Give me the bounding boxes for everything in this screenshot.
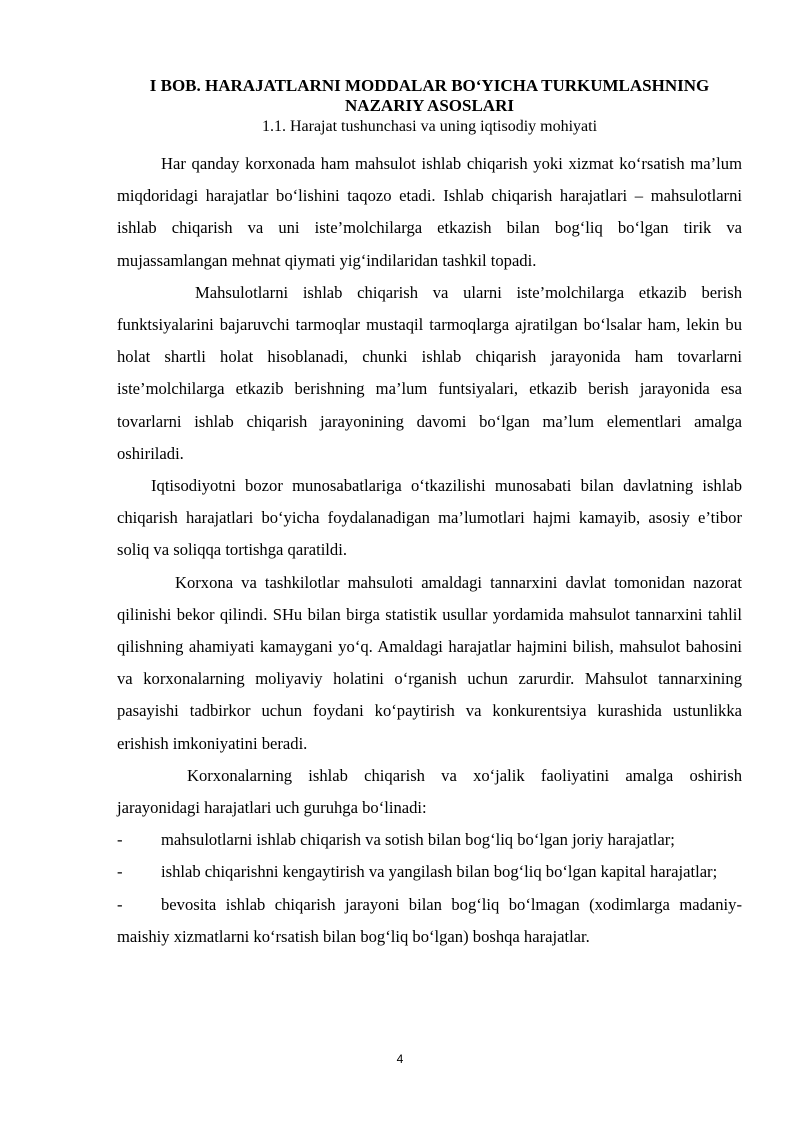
document-page: [117, 76, 742, 953]
section-title: 1.1. Harajat tushunchasi va uning iqtisodiy mohiyati: [261, 118, 598, 135]
list-dash: -: [117, 862, 123, 882]
list-item: [117, 856, 742, 888]
paragraph: Mahsulotlarni ishlab chiqarish va ularni iste’molchilarga etkazib berish funktsiyalarini bajaruvchi tarmoqlar mustaqil tarmoqlarga ajratilgan bo‘lsalar ham, lekin bu holat shartli holat hisoblanadi, chunki ishlab chiqarish jarayonida ham tovarlarni iste’molchilarga etkazib berishning ma’lum funtsiyalari, etkazib berish jarayonida esa tovarlarni ishlab chiqarish jarayonining davomi bo‘lgan ma’lum elementlari amalga oshiriladi.: [117, 282, 742, 463]
paragraph: Iqtisodiyotni bozor munosabatlariga o‘tkazilishi munosabati bilan davlatning ishlab chiqarish harajatlari bo‘yicha foydalanadigan ma’lumotlari hajmi kamayib, asosiy e’tibor soliq va soliqqa tortishga qaratildi.: [117, 476, 742, 560]
list-item-text: mahsulotlarni ishlab chiqarish va sotish bilan bog‘liq bo‘lgan joriy harajatlar;: [161, 830, 675, 850]
chapter-title-line-1: I BOB. HARAJATLARNI MODDALAR BO‘YICHA TURKUMLASHNING: [149, 76, 710, 95]
list-dash: -: [117, 894, 123, 914]
paragraph: Korxona va tashkilotlar mahsuloti amaldagi tannarxini davlat tomonidan nazorat qilinishi bekor qilindi. SHu bilan birga statistik usullar yordamida mahsulot tannarxini tahlil qilishning ahamiyati kamaygani yo‘q. Amaldagi harajatlar hajmini bilish, mahsulot bahosini va korxonalarning moliyaviy holatini o‘rganish uchun zarurdir. Mahsulot tannarxining pasayishi tadbirkor uchun foydani ko‘paytirish va konkurentsiya kurashida ustunlikka erishish imkoniyatini beradi.: [117, 572, 742, 753]
list-item: [117, 824, 742, 856]
list-item-text: bevosita ishlab chiqarish jarayoni bilan bog‘liq bo‘lmagan (xodimlarga madaniy-maishiy xizmatlarni ko‘rsatish bilan bog‘liq bo‘lgan) boshqa harajatlar.: [117, 894, 742, 946]
paragraph: Har qanday korxonada ham mahsulot ishlab chiqarish yoki xizmat ko‘rsatish ma’lum miqdoridagi harajatlar bo‘lishini taqozo etadi. Ishlab chiqarish harajatlari – mahsulotlarni ishlab chiqarish va uni iste’molchilarga etkazish bilan bog‘liq bo‘lgan tirik va mujassamlangan mehnat qiymati yig‘indilaridan tashkil topadi.: [117, 154, 742, 270]
list-item: [117, 889, 742, 953]
paragraph: Korxonalarning ishlab chiqarish va xo‘jalik faoliyatini amalga oshirish jarayonidagi harajatlari uch guruhga bo‘linadi:: [117, 765, 742, 818]
chapter-title-line-2: NAZARIY ASOSLARI: [345, 96, 514, 115]
page-number: 4: [396, 1052, 404, 1066]
list-dash: -: [117, 830, 123, 850]
list-item-text: ishlab chiqarishni kengaytirish va yangilash bilan bog‘liq bo‘lgan kapital harajatlar;: [161, 862, 718, 882]
